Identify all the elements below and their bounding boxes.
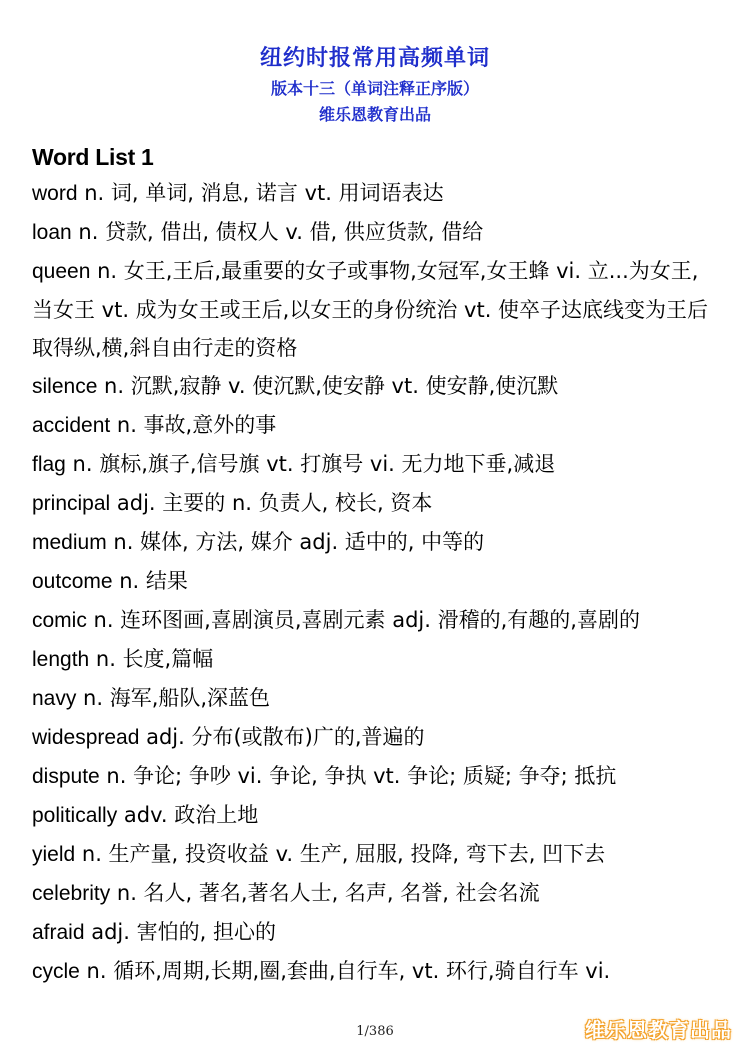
entry-word: word [32, 182, 78, 205]
entry-word: politically [32, 804, 118, 827]
entry-definition: n. 生产量, 投资收益 v. 生产, 屈服, 投降, 弯下去, 凹下去 [75, 842, 606, 866]
entry-word: outcome [32, 570, 113, 593]
word-entry [32, 796, 716, 835]
word-entry [32, 640, 716, 679]
entry-definition: n. 词, 单词, 消息, 诺言 vt. 用词语表达 [77, 181, 444, 205]
entry-definition: adj. 主要的 n. 负责人, 校长, 资本 [110, 491, 433, 515]
word-entry [32, 952, 716, 991]
word-entry [32, 523, 716, 562]
word-entry [32, 367, 716, 406]
document-publisher: 维乐恩教育出品 [318, 105, 431, 124]
word-entry [32, 562, 716, 601]
entry-word: length [32, 648, 90, 671]
entry-word: silence [32, 375, 98, 398]
entry-definition: n. 海军,船队,深蓝色 [76, 686, 271, 710]
entry-word: accident [32, 414, 111, 437]
word-entry [32, 874, 716, 913]
entry-word: celebrity [32, 882, 111, 905]
document-subtitle: 版本十三（单词注释正序版） [270, 79, 479, 98]
entry-definition: adj. 害怕的, 担心的 [84, 920, 276, 944]
word-entry [32, 406, 716, 445]
entry-definition: n. 结果 [112, 569, 188, 593]
entry-word: comic [32, 609, 87, 632]
word-entry [32, 213, 716, 252]
word-entry [32, 252, 716, 367]
entry-word: widespread [32, 726, 140, 749]
entry-definition: n. 循环,周期,长期,圈,套曲,自行车, vt. 环行,骑自行车 vi. [79, 959, 611, 983]
entry-definition: n. 沉默,寂静 v. 使沉默,使安静 vt. 使安静,使沉默 [97, 374, 559, 398]
word-entry [32, 445, 716, 484]
entry-definition: adv. 政治上地 [117, 803, 259, 827]
word-entry [32, 913, 716, 952]
entry-definition: n. 长度,篇幅 [89, 647, 214, 671]
word-entry [32, 484, 716, 523]
entry-word: dispute [32, 765, 100, 788]
word-list-heading: Word List 1 [32, 144, 154, 170]
word-entry [32, 174, 716, 213]
entry-definition: n. 争论; 争吵 vi. 争论, 争执 vt. 争论; 质疑; 争夺; 抵抗 [99, 764, 617, 788]
entry-definition: n. 连环图画,喜剧演员,喜剧元素 adj. 滑稽的,有趣的,喜剧的 [86, 608, 640, 632]
entry-word: principal [32, 492, 111, 515]
entry-word: cycle [32, 960, 80, 983]
word-entry [32, 679, 716, 718]
entry-word: flag [32, 453, 66, 476]
entry-definition: n. 女王,王后,最重要的女子或事物,女冠军,女王蜂 vi. 立...为女王,当女王 vt. 成为女王或王后,以女王的身份统治 vt. 使卒子达底线变为王后取得纵,横,斜自由行走的资格 [32, 259, 709, 360]
entry-definition: n. 旗标,旗子,信号旗 vt. 打旗号 vi. 无力地下垂,减退 [65, 452, 556, 476]
entry-word: queen [32, 260, 91, 283]
entry-definition: n. 名人, 著名,著名人士, 名声, 名誉, 社会名流 [110, 881, 540, 905]
word-entry [32, 718, 716, 757]
entry-word: loan [32, 221, 72, 244]
word-entry [32, 835, 716, 874]
document-header [0, 44, 750, 128]
entry-word: yield [32, 843, 76, 866]
entry-definition: n. 事故,意外的事 [110, 413, 277, 437]
word-entry [32, 757, 716, 796]
word-entry [32, 601, 716, 640]
entry-word: afraid [32, 921, 85, 944]
entry-definition: n. 媒体, 方法, 媒介 adj. 适中的, 中等的 [106, 530, 485, 554]
page-number: 1/386 [356, 1024, 394, 1039]
entry-word: navy [32, 687, 77, 710]
document-title: 纽约时报常用高频单词 [259, 46, 490, 71]
entry-definition: n. 贷款, 借出, 债权人 v. 借, 供应货款, 借给 [71, 220, 484, 244]
word-entries [32, 174, 716, 991]
entry-definition: adj. 分布(或散布)广的,普遍的 [139, 725, 425, 749]
publisher-watermark: 维乐恩教育出品 [585, 1018, 732, 1042]
entry-word: medium [32, 531, 107, 554]
